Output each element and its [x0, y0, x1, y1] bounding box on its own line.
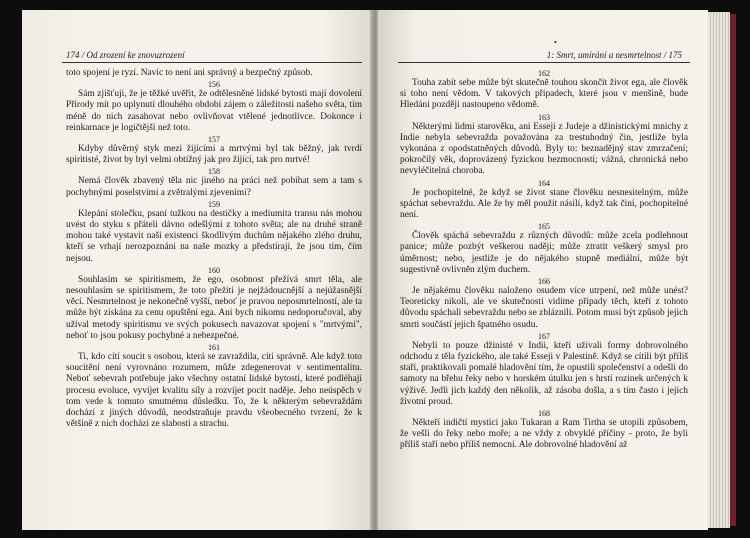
paragraph: Člověk spáchá sebevraždu z různých důvodů: může zcela podlehnout panice; může pozbýt veškerou naději; může ztratit veškerý smysl pro úměrnost; nebo, jestliže je do nějakého stupně mediální, může být sugestivně ovlivněn zlým duchem. — [400, 231, 688, 275]
paragraph-number: 164 — [538, 178, 550, 188]
paragraph-number: 167 — [538, 331, 550, 341]
paragraph-number: 161 — [208, 343, 220, 353]
paragraph-number: 158 — [208, 167, 220, 177]
paragraph-number: 166 — [538, 277, 550, 287]
paragraph: Touha zabít sebe může být skutečně touhou skončit život ega, ale člověk si toho není vědom. V takových případech, které jsou v menšině, bude Hledání později nastoupeno vědomě. — [400, 78, 688, 111]
paragraph: Ti, kdo cítí soucit s osobou, která se zavraždila, cítí správně. Ale když toto soucítění není vyrovnáno rozumem, může zdegenerovat v sentimentalitu. Neboť sebevrah potřebuje jako všechny ostatní lidské bytosti, které podléhají procesu evoluce, vyvíjet kvalitu síly a rozvíjet pocit naděje. Jeho neúspěch v tom vede k tomuto smutnému důsledku. To, že k některým sebevraždám dochází z jiných důvodů, neodstraňuje pravdu všeobecného tvrzení, že k většině z nich dochází ze slabosti a strachu. — [66, 352, 362, 430]
paragraph-number: 163 — [538, 112, 550, 122]
paragraph: Někteří indičtí mystici jako Tukaran a Ram Tirtha se utopili způsobem, že vešli do řeky nebo moře; a ne vždy z obvyklé příčiny - proto, že byli příliš staří nebo příliš nemocní. Ale dobrovolné hladovění až — [400, 418, 688, 451]
paragraph-number: 156 — [208, 80, 220, 90]
paragraph: Nebyli to pouze džinisté v Indii, kteří užívali formy dobrovolného odchodu z těla fyzického, ale také Esseji v Palestině. Když se cítili být příliš staří, praktikovali pomalé hladovění tím, že opustili společenství a odešli do samoty na břehu řeky nebo v horském útulku jen s hrstí rozinek určených k výživě. Jedli jich každý den několik, až zásoba došla, a s tím často i jejich životní proud. — [400, 340, 688, 407]
paragraph-number: 159 — [208, 199, 220, 209]
paragraph: Sám zjišťuji, že je těžké uvěřit, že odtělesněné lidské bytosti mají dovolení Přírody mít po uplynutí dlouhého období zájem o záležitosti našeho světa, tím méně do nich zasahovat nebo ovlivňovat vtělené jednotlivce. Dokonce i reinkarnace je logičtější než toto. — [66, 89, 362, 133]
paragraph: Je nějakému člověku naloženo osudem více utrpení, než může unést? Teoreticky nikoli, ale ve skutečnosti vidíme případy těch, kteří z tohoto důvodu spáchali sebevraždu nebo se zbláznili. Potom musí být způsob jejich smrti součástí jejich špatného osudu. — [400, 286, 688, 330]
paragraph-number: 157 — [208, 135, 220, 145]
page-mark: • — [554, 38, 557, 47]
paragraph-number: 162 — [538, 69, 550, 78]
left-page — [22, 10, 374, 530]
paragraph: Souhlasím se spiritismem, že ego, osobnost přežívá smrt těla, ale nesouhlasím se spiritismem, že toto přežití je nejžádoucnější a nejúžasnější věcí. Nesmrtelnost je nekonečně vyšší, neboť je pravou neposmrtelností, ale ta může být získána za cenu opuštění ega. Ani bych nikomu nedoporučoval, aby užíval metody spiritismu ve svých pokusech navazovat spojení s "mrtvými", neboť to jsou pokusy pochybné a nebezpečné. — [66, 274, 362, 341]
left-page-header: 174 / Od zrození ke znovuzrození — [66, 50, 185, 60]
paragraph-number: 160 — [208, 265, 220, 275]
page-edges — [708, 12, 730, 528]
paragraph: Kdyby důvěrný styk mezi žijícími a mrtvými byl tak běžný, jak tvrdí spiritisté, život by byl velmi obtížný jak pro žijící, tak pro mrtvé! — [66, 144, 362, 166]
paragraph: Je pochopitelné, že když se život stane člověku nesnesitelným, může spáchat sebevraždu. Ale že by měl použít násilí, když tak činí, pochopitelné není. — [400, 187, 688, 221]
right-page — [378, 10, 708, 530]
right-page-header: 1: Smrt, umírání a nesmrtelnost / 175 — [546, 50, 682, 60]
paragraph-number: 165 — [538, 222, 550, 232]
paragraph: Klepání stolečku, psaní tužkou na destičky a mediumita transu nás mohou uvést do styku s přáteli dávno odešlými z tohoto světa; ale na druhé straně mohou také vystavit naši existenci škodlivým duchům nějakého zlého druhu, kteří se vrhají nerozpoznáni na naše mozky a předstírají, že jsou tím, čím nejsou. — [66, 208, 362, 264]
right-page-body — [400, 68, 688, 452]
paragraph-number: 168 — [538, 409, 550, 419]
left-header-rule — [62, 62, 362, 63]
paragraph: Nemá člověk zbavený těla nic jiného na práci než pobíhat sem a tam s pochybnými poselstvími a zvětralými zjeveními? — [66, 176, 362, 198]
book-cover-edge — [730, 14, 736, 526]
paragraph: Některými lidmi starověku, ani Esseji z Judeje a džinistickými mnichy z Indie nebyla sebevražda považována za trestuhodný čin, jestliže byla vykonána z opodstatněných důvodů. Byly to: beznadějný stav zmrzačení; pokročilý věk, doprovázený fyzickou bezmocností; vážná, chronická nebo nevyléčitelná choroba. — [400, 121, 688, 177]
left-page-body — [66, 68, 362, 430]
paragraph: toto spojení je ryzí. Navíc to není ani správný a bezpečný způsob. — [66, 68, 313, 78]
right-header-rule — [398, 62, 690, 63]
